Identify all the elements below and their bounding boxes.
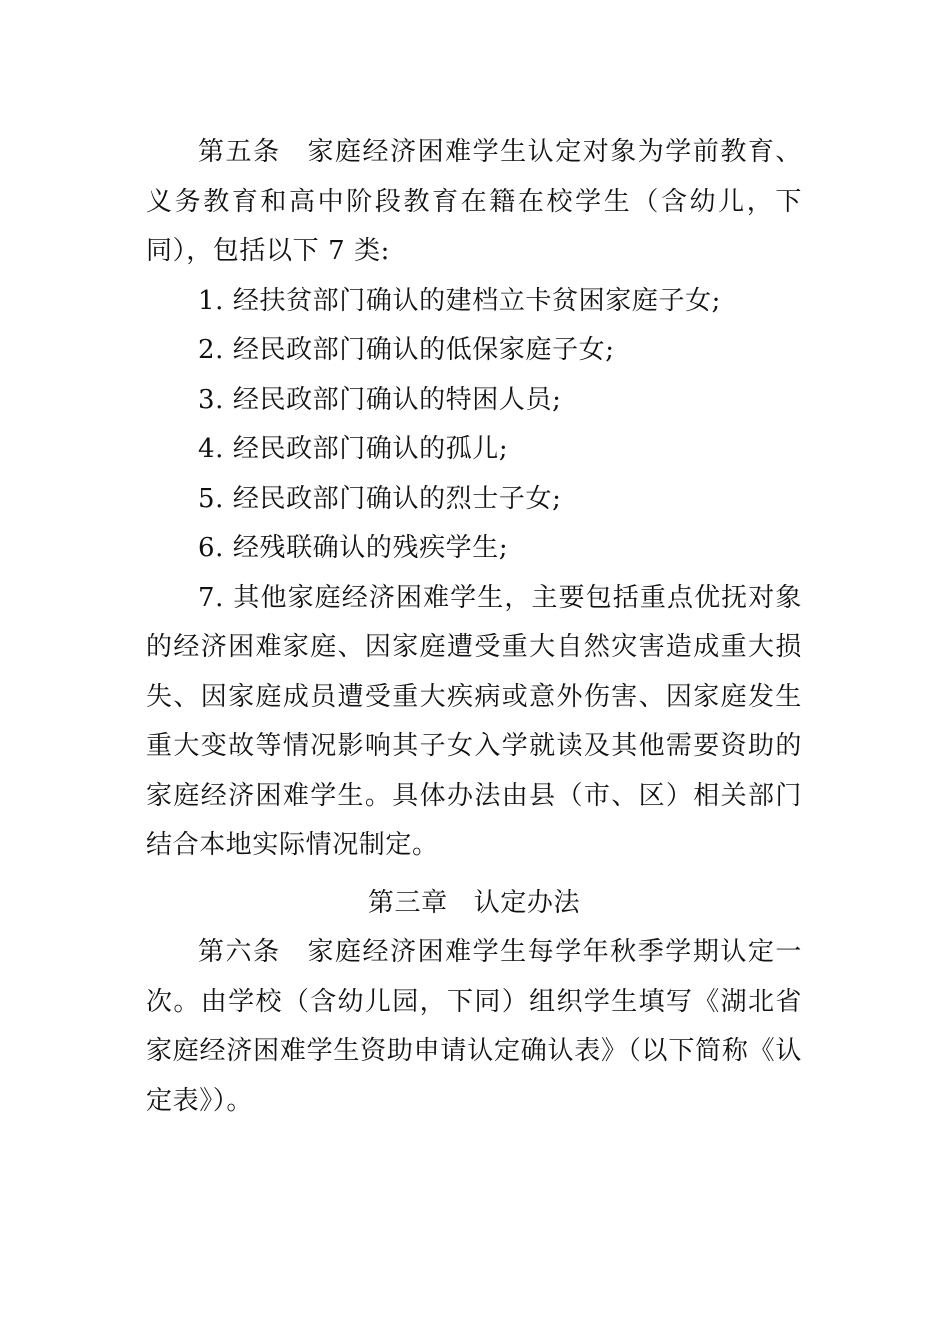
list-item: 5. 经民政部门确认的烈士子女; (198, 483, 562, 514)
article-5-label: 第五条 (198, 137, 281, 167)
article-6-text: 家庭经济困难学生每学年秋季学期认定一次。由学校（含幼儿园，下同）组织学生填写《湖北省家庭经济困难学生资助申请认定确认表》（以下简称《认定表》）。 (146, 937, 802, 1116)
chapter-subtitle: 认定办法 (473, 887, 581, 918)
article-5-paragraph (146, 128, 802, 277)
list-item: 3. 经民政部门确认的特困人员; (198, 384, 562, 415)
article-6-label: 第六条 (198, 937, 281, 967)
chapter-heading (146, 879, 802, 929)
list-item: 7. 其他家庭经济困难学生，主要包括重点优抚对象的经济困难家庭、因家庭遭受重大自然灾害造成重大损失、因家庭成员遭受重大疾病或意外伤害、因家庭发生重大变故等情况影响其子女入学就读及其他需要资助的家庭经济困难学生。具体办法由县（市、区）相关部门结合本地实际情况制定。 (146, 582, 802, 860)
list-item: 6. 经残联确认的残疾学生; (198, 533, 509, 563)
article-6-paragraph (146, 928, 802, 1126)
article-5-text: 家庭经济困难学生认定对象为学前教育、义务教育和高中阶段教育在籍在校学生（含幼儿，下同），包括以下 7 类: (146, 137, 802, 266)
document-body (146, 128, 802, 1126)
list-item: 2. 经民政部门确认的低保家庭子女; (198, 335, 615, 365)
list-item: 4. 经民政部门确认的孤儿; (198, 434, 509, 464)
chapter-title: 第三章 (367, 887, 448, 918)
list-item: 1. 经扶贫部门确认的建档立卡贫困家庭子女; (198, 285, 722, 316)
